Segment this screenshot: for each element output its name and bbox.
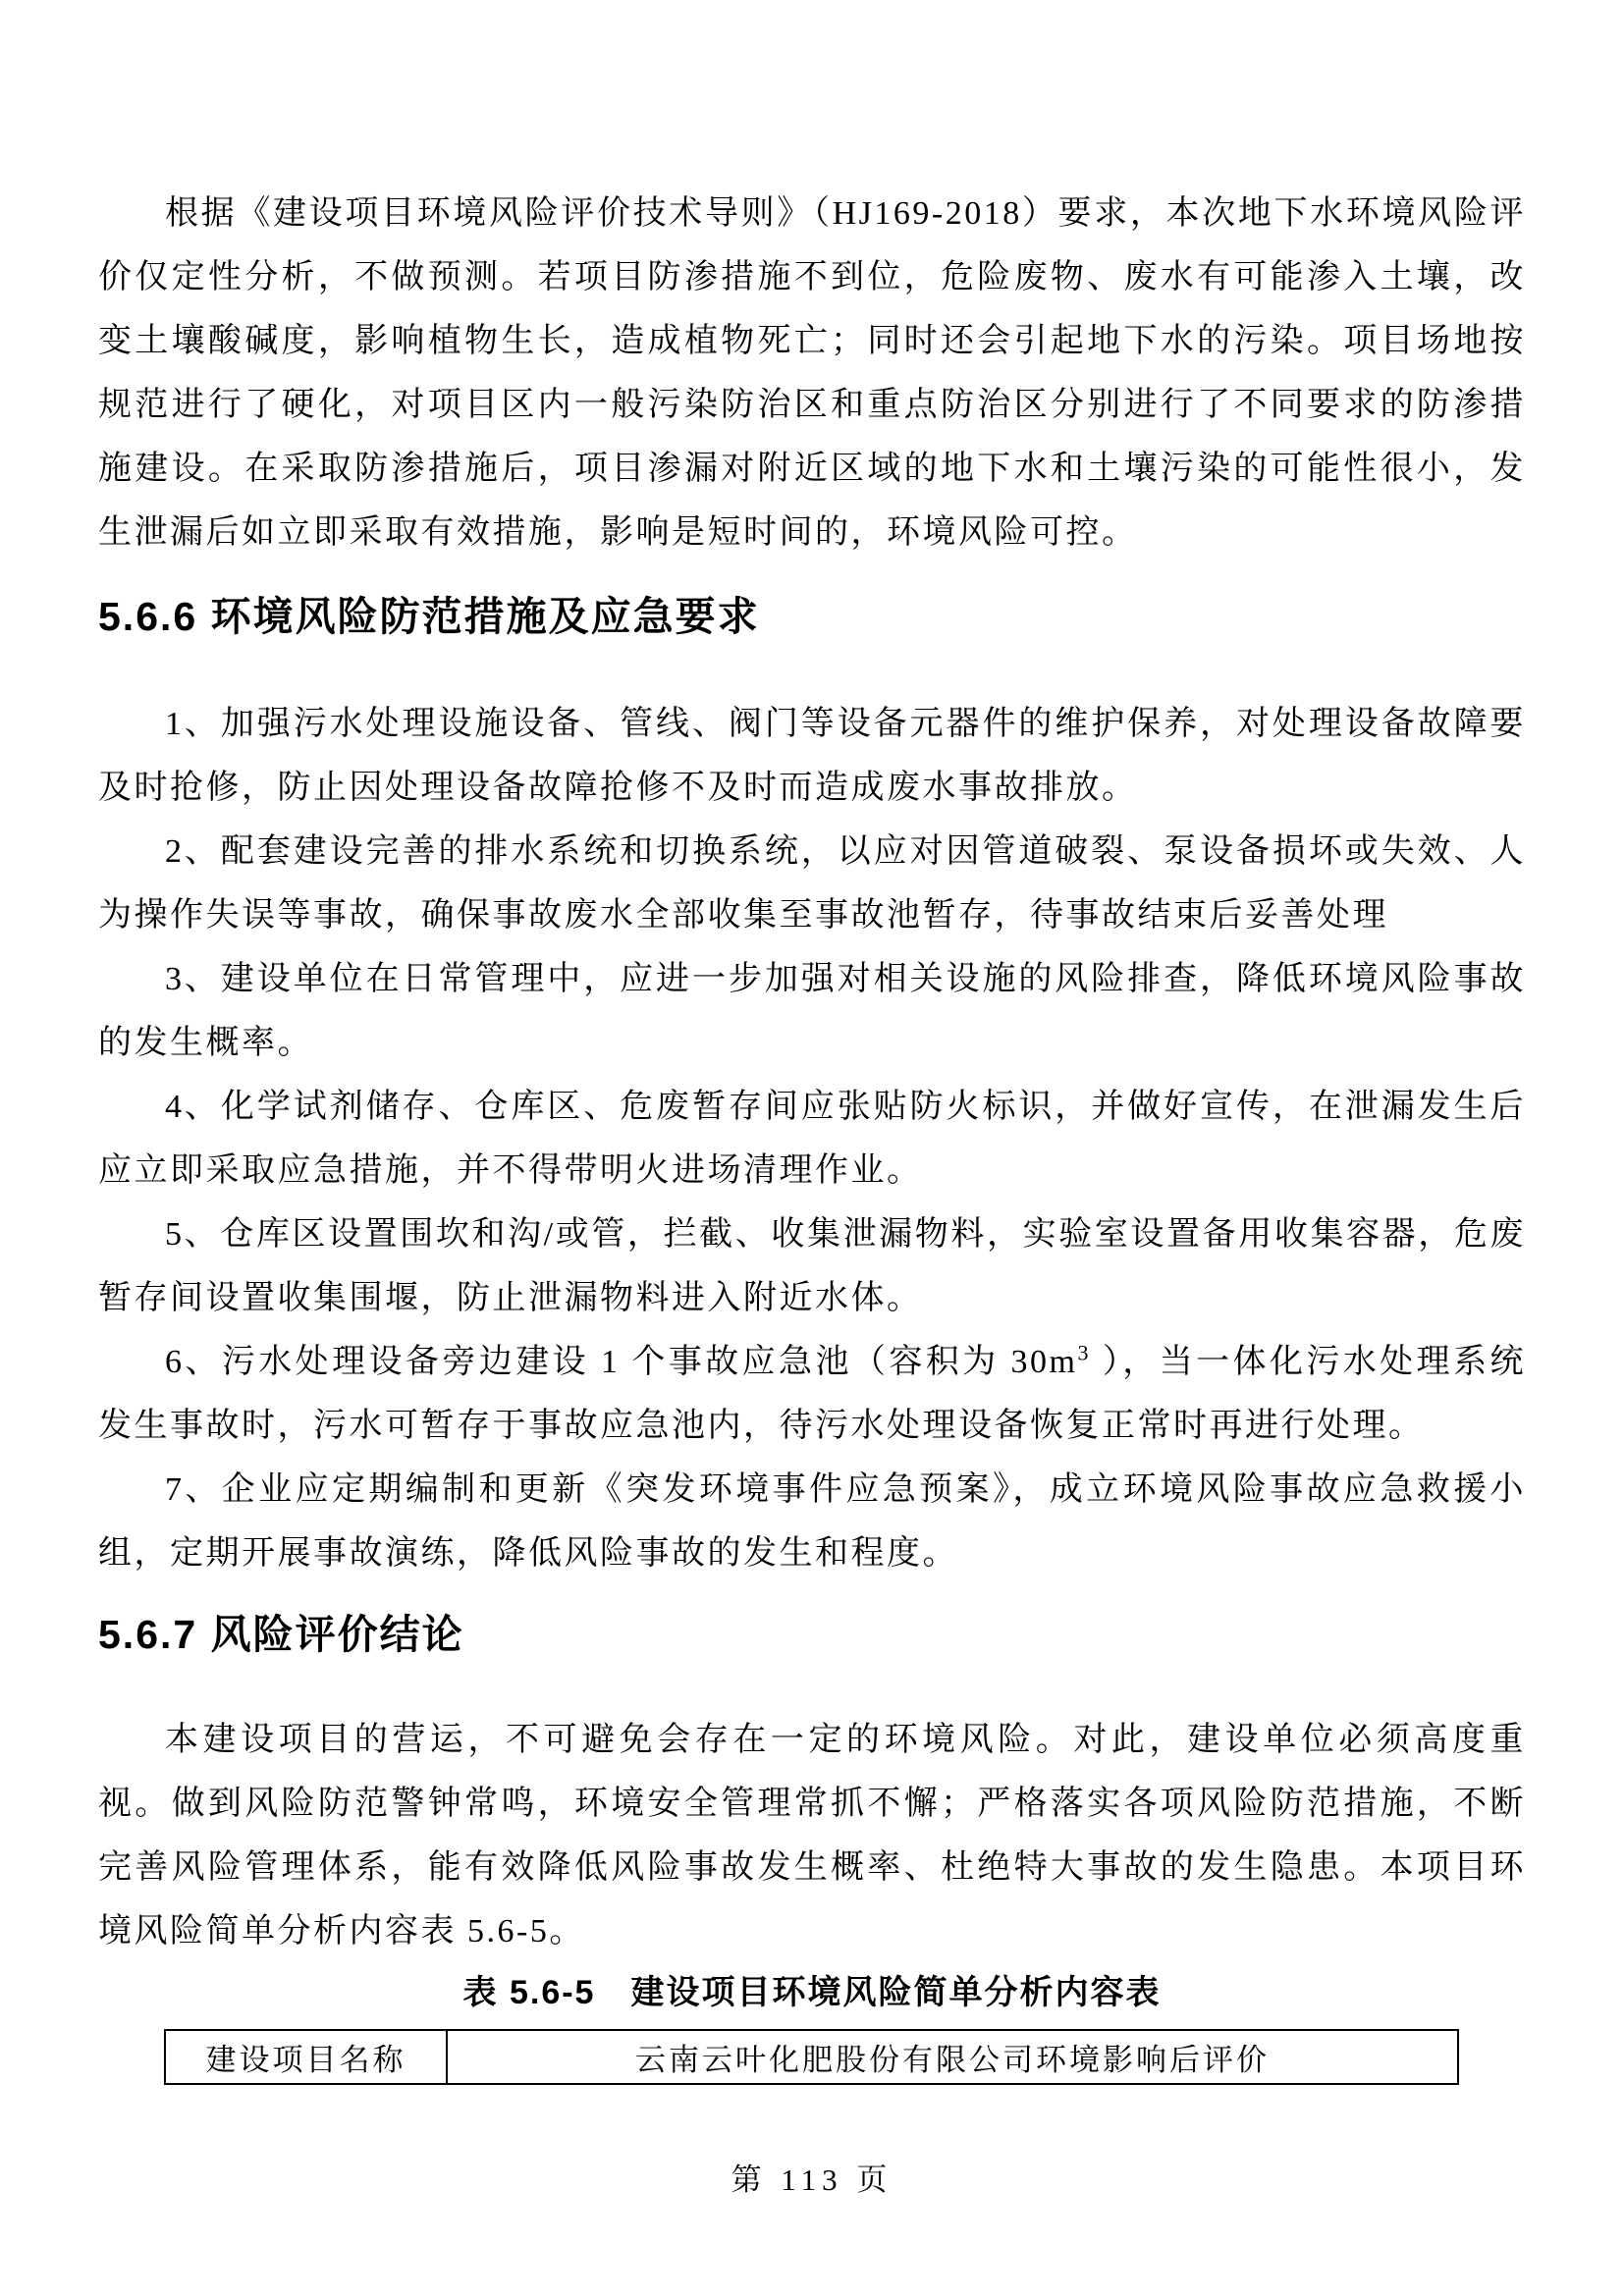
measure-item-4: 4、化学试剂储存、仓库区、危废暂存间应张贴防火标识，并做好宣传，在泄漏发生后应立即采取应急措施，并不得带明火进场清理作业。 xyxy=(98,1089,1526,1189)
heading-5-6-7: 5.6.7 风险评价结论 xyxy=(98,1612,464,1657)
measure-6-text-continued: ），当一体化污水处理系统发生事故时，污水可暂存于事故应急池内，待污水处理设备恢复正常时再进行处理。 xyxy=(98,1344,1526,1444)
heading-5-6-6: 5.6.6 环境风险防范措施及应急要求 xyxy=(98,594,760,639)
page-number: 第 113 页 xyxy=(731,2163,893,2197)
intro-paragraph: 根据《建设项目环境风险评价技术导则》（HJ169-2018）要求，本次地下水环境风险评价仅定性分析，不做预测。若项目防渗措施不到位，危险废物、废水有可能渗入土壤，改变土壤酸碱度，影响植物生长，造成植物死亡；同时还会引起地下水的污染。项目场地按规范进行了硬化，对项目区内一般污染防治区和重点防治区分别进行了不同要求的防渗措施建设。在采取防渗措施后，项目渗漏对附近区域的地下水和土壤污染的可能性很小，发生泄漏后如立即采取有效措施，影响是短时间的，环境风险可控。 xyxy=(98,195,1526,551)
measure-item-2: 2、配套建设完善的排水系统和切换系统，以应对因管道破裂、泵设备损坏或失效、人为操作失误等事故，确保事故废水全部收集至事故池暂存，待事故结束后妥善处理 xyxy=(98,833,1526,934)
measure-item-3: 3、建设单位在日常管理中，应进一步加强对相关设施的风险排查，降低环境风险事故的发生概率。 xyxy=(98,961,1526,1061)
table-caption: 表 5.6-5 建设项目环境风险简单分析内容表 xyxy=(462,1974,1162,2011)
measure-item-5: 5、仓库区设置围坎和沟/或管，拦截、收集泄漏物料，实验室设置备用收集容器，危废暂存间设置收集围堰，防止泄漏物料进入附近水体。 xyxy=(98,1216,1526,1316)
table-cell-project-name-value: 云南云叶化肥股份有限公司环境影响后评价 xyxy=(447,2030,1458,2084)
risk-analysis-table xyxy=(164,2029,1459,2085)
table-cell-project-name-label: 建设项目名称 xyxy=(165,2030,447,2084)
measure-item-6 xyxy=(98,1330,1526,1458)
measure-item-7: 7、企业应定期编制和更新《突发环境事件应急预案》，成立环境风险事故应急救援小组，定期开展事故演练，降低风险事故的发生和程度。 xyxy=(98,1471,1526,1572)
measure-item-1: 1、加强污水处理设施设备、管线、阀门等设备元器件的维护保养，对处理设备故障要及时抢修，防止因处理设备故障抢修不及时而造成废水事故排放。 xyxy=(98,706,1526,806)
measure-6-superscript: 3 xyxy=(1077,1340,1091,1365)
conclusion-paragraph: 本建设项目的营运，不可避免会存在一定的环境风险。对此，建设单位必须高度重视。做到风险防范警钟常鸣，环境安全管理常抓不懈；严格落实各项风险防范措施，不断完善风险管理体系，能有效降低风险事故发生概率、杜绝特大事故的发生隐患。本项目环境风险简单分析内容表 5.6-5。 xyxy=(98,1722,1526,1949)
measure-6-text: 6、污水处理设备旁边建设 1 个事故应急池（容积为 30m xyxy=(165,1344,1078,1380)
table-row xyxy=(165,2030,1458,2084)
